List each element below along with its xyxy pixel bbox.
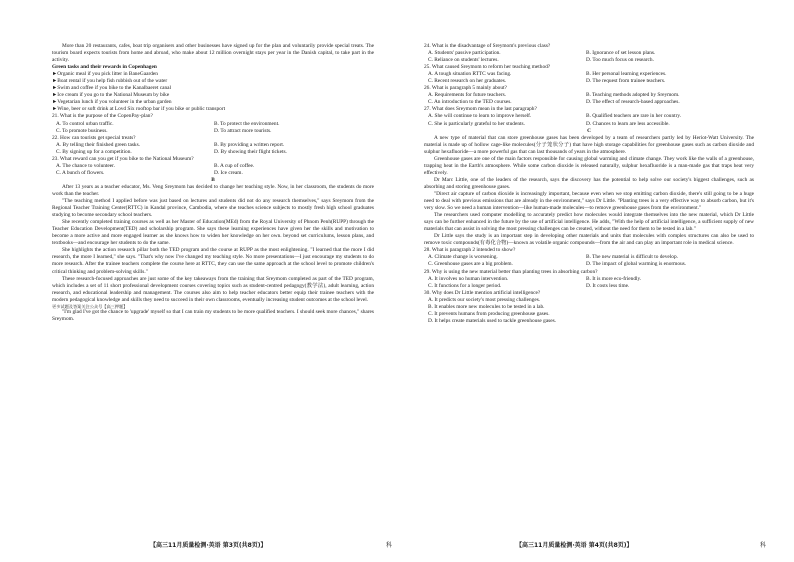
option-a: A. She will continue to learn to improve herself. [428, 113, 532, 120]
question-stem: 27. What does Sreymom mean in the last paragraph? [424, 106, 537, 113]
page-footer-left: 【高三11月质量检测·英语 第3页(共8页)】 [150, 542, 267, 549]
question-options [424, 50, 754, 64]
treat-item: Wine, beer or soft drink at Lovd Six rooftop bar if you bike or public transport [57, 106, 226, 113]
option-c: C. Greenhouse gases are a big problem. [428, 261, 513, 268]
question-stem: 30. Why does Dr Little mention artificial intelligence? [424, 289, 541, 296]
option-c: C. An introduction to the TED courses. [428, 99, 512, 106]
passage-paragraph: Dr Marc Little, one of the leaders of the research, says the discovery has the potential to help solve our society's biggest challenges, such as absorbing and storing greenhouse gases. [424, 176, 754, 190]
question-stem: 29. Why is using the new material better than planting trees in absorbing carbon? [424, 268, 598, 275]
option-b: B. Her personal learning experiences. [586, 71, 667, 78]
question-options [424, 276, 754, 290]
passage-paragraph: She recently completed training courses as well as her Master of Education(MEd) from the Royal University of Phnom Penh(RUPP) through the Teacher Education Development(TED) and scholarship program. She says these learning experiences have given her the skills and motivation to become a more active and more engaged learner as she knows how to widen her knowledge on her own. beyond set curriculums, lesson plans, and textbooks—and encourage her students to do the same. [52, 219, 374, 247]
option-b: B. The new material is difficult to develop. [586, 254, 678, 261]
arrow-icon: ► [52, 92, 58, 99]
passage-paragraph: "The teaching method I applied before was just based on lectures and students did not do any research themselves," says Sreymom from the Regional Teacher Training Center(RTTC) in Kandal province, Cambodia, where she teaches science subjects to mostly fresh high school graduates studying to become secondary school teachers. [52, 198, 374, 219]
option-a: A. It involves no human intervention. [428, 275, 509, 282]
option-c: C. Reliance on students' lectures. [428, 57, 499, 64]
section-heading-b: B [211, 176, 215, 183]
question-options [52, 142, 374, 156]
option-b: B. It is more eco-friendly. [586, 275, 642, 282]
option-b: B. To protect the environment. [214, 120, 280, 127]
treat-item: Swim and coffee if you bike to the Kanalbaeret canal [57, 85, 172, 92]
side-mark-left: 科 [386, 542, 393, 549]
question-stem: 24. What is the disadvantage of Sreymom's previous class? [424, 43, 551, 49]
option-a: A. A tough situation RTTC was facing. [428, 71, 512, 78]
question-stem: 22. How can tourists get special treats? [52, 134, 136, 141]
passage-paragraph: The researchers used computer modelling to accurately predict how molecules would integrate themselves into the new material, which Dr Little says can be further enhanced in the future by the use of artificial intelligence. He adds, "With the help of artificial intelligence, a sufficient supply of new materials that can assist in solving the most pressing challenges can be created, without the need for them to be tested in a lab." [424, 212, 754, 233]
arrow-icon: ► [52, 71, 58, 78]
option-b: B. Qualified teachers are rare in her country. [586, 113, 682, 120]
section-heading-c: C [587, 127, 591, 134]
option-a: A. To control urban traffic. [56, 120, 114, 127]
question-stem: 21. What is the purpose of the CopenPay-plan? [52, 113, 153, 120]
option-c: C. She is particularly grateful to her students. [428, 120, 525, 127]
option-d: D. By showing their flight tickets. [214, 148, 287, 155]
passage-paragraph: "Direct air capture of carbon dioxide is increasingly important, because even when we stop emitting carbon dioxide, there's still going to be a huge need to deal with previous emissions that are already in the environment," says Dr Little. "Planting trees is a very effective way to absorb carbon, but it's very slow. So we need a human intervention—like human-made molecules—to remove greenhouse gases from the environment." [424, 190, 754, 212]
option-d: D. Ice cream. [214, 169, 243, 176]
question-options [424, 92, 754, 106]
option-d: D. It helps create materials used to tackle greenhouse gases. [428, 317, 557, 324]
left-column [52, 43, 374, 323]
treat-item: Vegetarian lunch if you volunteer in the urban garden [57, 99, 172, 106]
option-b: B. A cup of coffee. [214, 162, 255, 169]
question-options [424, 113, 754, 127]
arrow-icon: ► [52, 99, 58, 106]
option-c: C. It prevents humans from producing greenhouse gases. [428, 310, 550, 317]
question-options [52, 163, 374, 177]
question-stem: 23. What reward can you get if you bike to the National Museum? [52, 155, 194, 162]
option-b: B. Ignorance of set lesson plans. [586, 50, 656, 57]
treat-item: Ice cream if you go to the National Museum by bike [57, 92, 170, 99]
option-d: D. To attract more tourists. [214, 127, 272, 134]
option-c: C. To promote business. [56, 127, 108, 134]
option-c: C. By signing up for a competition. [56, 148, 132, 155]
option-d: D. The effect of research-based approaches. [586, 99, 680, 106]
option-c: C. Recent research on her graduates. [428, 78, 507, 85]
option-a: A. The chance to volunteer. [56, 162, 115, 169]
question-stem: 25. What caused Sreymom to reform her teaching method? [424, 64, 551, 71]
passage-paragraph: These research-focused approaches are just some of the key takeaways from the training that Sreymom completed as part of the TED program, which includes a set of 11 short professional development courses covering topics such as student-centred pedagogy(教学法), adult learning, action research, and educational leadership and management. The courses also aim to help teacher educators better equip their trainee teachers with the modern pedagogical knowledge and skills they need to succeed in their own classrooms, eventually increasing student outcomes at the school level. [52, 275, 374, 303]
arrow-icon: ► [52, 106, 58, 113]
arrow-icon: ► [52, 78, 58, 85]
option-b: B. It enables more new molecules to be tested in a lab. [428, 303, 545, 310]
question-options [424, 254, 754, 268]
page-footer-right: 【高三11月质量检测·英语 第4页(共8页)】 [516, 542, 633, 549]
treats-title: Green tasks and their rewards in Copenhagen [52, 64, 157, 71]
option-a: A. Climate change is worsening. [428, 254, 498, 261]
option-a: A. Requirements for future teachers. [428, 92, 507, 99]
right-column [424, 43, 754, 325]
side-mark-right: 科 [760, 542, 767, 549]
passage-paragraph: Greenhouse gases are one of the main factors responsible for causing global warming and climate change. They work like the walls of a greenhouse, trapping heat in the Earth's atmosphere. While some carbon dioxide is released naturally, sulphur hexafluoride is a man-made gas that traps heat very effectively. [424, 155, 754, 176]
option-b: B. Teaching methods adopted by Sreymom. [586, 92, 680, 99]
option-d: D. The impact of global warming is enormous. [586, 261, 687, 268]
treat-item: Organic meal if you pick litter in BaneGaarden [57, 71, 158, 78]
question-options [424, 71, 754, 85]
passage-paragraph: After 13 years as a teacher educator, Ms. Veng Sreymom has decided to change her teaching style. Now, in her classroom, the students do more work than the teacher. [52, 183, 374, 197]
option-c: C. It functions for a longer period. [428, 282, 502, 289]
passage-paragraph: Dr Little says the study is an important step in developing other materials and units that molecules with complex structures can also be used to remove toxic compounds(有毒化合物)—known as volatile organic compounds—from the air and can play an important role in medical science. [424, 233, 754, 247]
option-d: D. Too much focus on research. [586, 57, 654, 64]
option-d: D. It costs less time. [586, 282, 630, 289]
option-b: B. By providing a written report. [214, 141, 285, 148]
question-options [52, 121, 374, 135]
option-d: D. Chances to learn are less accessible. [586, 120, 670, 127]
option-a: A. By telling their finished green tasks. [56, 141, 140, 148]
arrow-icon: ► [52, 85, 58, 92]
passage-paragraph: A new type of material that can store greenhouse gases has been developed by a team of researchers partly led by Heriot-Watt University. The material is made up of hollow cage-like molecules(分子笼状分子) that have high storage capabilities for greenhouse gases such as carbon dioxide and sulphur hexafluoride—a more powerful gas that can last thousands of years in the atmosphere. [424, 134, 754, 155]
intro-paragraph: More than 20 restaurants, cafes, boat trip organisers and other businesses have signed up for the plan and voluntarily provide special treats. The tourism board expects tourists from home and abroad, who make about 12 million overnight stays per year in the Danish capital, to take part in the activity. [52, 43, 374, 64]
question-stem: 26. What is paragraph 5 mainly about? [424, 85, 507, 92]
passage-paragraph: "I'm glad I've got the chance to 'upgrade' myself so that I can train my students to be more qualified teachers. I should seek more chances," shares Sreymom. [52, 309, 374, 323]
treat-item: Boat rental if you help fish rubbish out of the water [57, 78, 168, 85]
watermark-text: 更多试题及答案关注公众号【高三押题】 [52, 303, 128, 309]
question-stem: 28. What is paragraph 2 intended to show? [424, 247, 516, 254]
option-a: A. Students' passive participation. [428, 50, 501, 57]
passage-paragraph: She highlights the action research pillar both the TED program and the course at RUPP as the most enlightening. "I learned that the more I did research, the more I learned," she says. "That's why now I've changed my teaching style. No more presentations—I just encourage my students to do more research. After the trainee teachers complete the course here at RTTC, they can use the same approach at the school level to promote children's critical thinking and problem-solving skills." [52, 247, 374, 275]
option-d: D. The request from trainee teachers. [586, 78, 666, 85]
option-c: C. A bunch of flowers. [56, 169, 105, 176]
option-a: A. It predicts our society's most pressing challenges. [428, 296, 541, 303]
